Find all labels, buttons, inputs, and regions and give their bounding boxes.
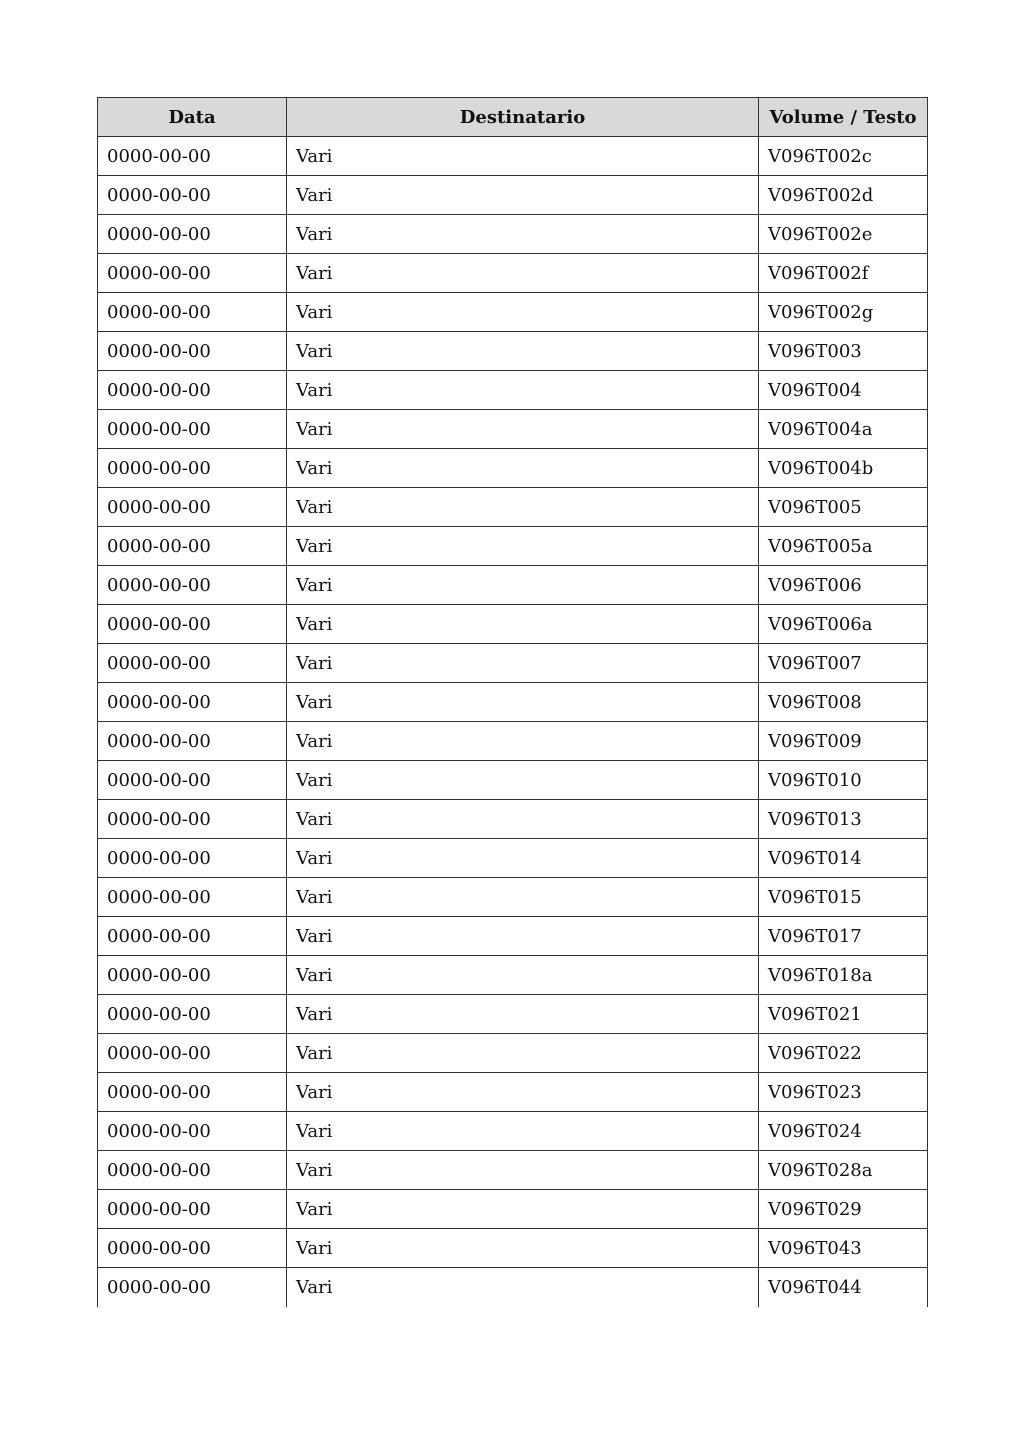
cell-destinatario: Vari (287, 1073, 759, 1112)
cell-destinatario: Vari (287, 527, 759, 566)
cell-destinatario: Vari (287, 371, 759, 410)
cell-data: 0000-00-00 (98, 449, 287, 488)
cell-destinatario: Vari (287, 1034, 759, 1073)
table-row (98, 917, 928, 956)
cell-volume-testo: V096T002e (759, 215, 928, 254)
records-table (97, 97, 928, 1307)
cell-volume-testo: V096T004 (759, 371, 928, 410)
cell-data: 0000-00-00 (98, 293, 287, 332)
cell-destinatario: Vari (287, 917, 759, 956)
cell-data: 0000-00-00 (98, 1268, 287, 1307)
cell-volume-testo: V096T013 (759, 800, 928, 839)
cell-data: 0000-00-00 (98, 1034, 287, 1073)
table-row (98, 644, 928, 683)
cell-destinatario: Vari (287, 995, 759, 1034)
cell-volume-testo: V096T002d (759, 176, 928, 215)
cell-data: 0000-00-00 (98, 1151, 287, 1190)
cell-destinatario: Vari (287, 605, 759, 644)
cell-destinatario: Vari (287, 761, 759, 800)
cell-volume-testo: V096T006 (759, 566, 928, 605)
cell-volume-testo: V096T043 (759, 1229, 928, 1268)
cell-volume-testo: V096T004a (759, 410, 928, 449)
cell-destinatario: Vari (287, 488, 759, 527)
cell-data: 0000-00-00 (98, 176, 287, 215)
cell-volume-testo: V096T002c (759, 137, 928, 176)
cell-data: 0000-00-00 (98, 995, 287, 1034)
table-row (98, 1073, 928, 1112)
table-row (98, 1190, 928, 1229)
cell-data: 0000-00-00 (98, 410, 287, 449)
table-row (98, 1268, 928, 1307)
cell-destinatario: Vari (287, 683, 759, 722)
cell-destinatario: Vari (287, 332, 759, 371)
table-row (98, 410, 928, 449)
cell-volume-testo: V096T015 (759, 878, 928, 917)
cell-data: 0000-00-00 (98, 137, 287, 176)
table-row (98, 995, 928, 1034)
cell-volume-testo: V096T007 (759, 644, 928, 683)
table-row (98, 527, 928, 566)
cell-destinatario: Vari (287, 293, 759, 332)
cell-data: 0000-00-00 (98, 566, 287, 605)
cell-destinatario: Vari (287, 1151, 759, 1190)
table-row (98, 254, 928, 293)
cell-data: 0000-00-00 (98, 761, 287, 800)
cell-volume-testo: V096T028a (759, 1151, 928, 1190)
cell-volume-testo: V096T017 (759, 917, 928, 956)
table-row (98, 371, 928, 410)
table-row (98, 1151, 928, 1190)
cell-volume-testo: V096T004b (759, 449, 928, 488)
cell-data: 0000-00-00 (98, 527, 287, 566)
cell-data: 0000-00-00 (98, 1073, 287, 1112)
cell-volume-testo: V096T023 (759, 1073, 928, 1112)
cell-destinatario: Vari (287, 176, 759, 215)
cell-volume-testo: V096T008 (759, 683, 928, 722)
cell-data: 0000-00-00 (98, 683, 287, 722)
cell-volume-testo: V096T002f (759, 254, 928, 293)
cell-destinatario: Vari (287, 644, 759, 683)
cell-data: 0000-00-00 (98, 371, 287, 410)
cell-volume-testo: V096T009 (759, 722, 928, 761)
cell-volume-testo: V096T024 (759, 1112, 928, 1151)
table-row (98, 1034, 928, 1073)
table-row (98, 137, 928, 176)
column-header-destinatario: Destinatario (287, 98, 759, 137)
cell-destinatario: Vari (287, 1268, 759, 1307)
cell-data: 0000-00-00 (98, 1112, 287, 1151)
cell-data: 0000-00-00 (98, 800, 287, 839)
cell-volume-testo: V096T021 (759, 995, 928, 1034)
table-row (98, 722, 928, 761)
table-row (98, 176, 928, 215)
cell-volume-testo: V096T022 (759, 1034, 928, 1073)
cell-volume-testo: V096T002g (759, 293, 928, 332)
table-row (98, 1229, 928, 1268)
cell-data: 0000-00-00 (98, 644, 287, 683)
cell-data: 0000-00-00 (98, 332, 287, 371)
cell-destinatario: Vari (287, 1229, 759, 1268)
cell-destinatario: Vari (287, 410, 759, 449)
cell-data: 0000-00-00 (98, 605, 287, 644)
cell-destinatario: Vari (287, 722, 759, 761)
cell-data: 0000-00-00 (98, 254, 287, 293)
cell-destinatario: Vari (287, 254, 759, 293)
header-row (98, 98, 928, 137)
column-header-volume-testo: Volume / Testo (759, 98, 928, 137)
cell-volume-testo: V096T044 (759, 1268, 928, 1307)
cell-destinatario: Vari (287, 878, 759, 917)
table-row (98, 956, 928, 995)
column-header-data: Data (98, 98, 287, 137)
cell-data: 0000-00-00 (98, 722, 287, 761)
cell-volume-testo: V096T005a (759, 527, 928, 566)
table-row (98, 800, 928, 839)
cell-data: 0000-00-00 (98, 878, 287, 917)
cell-data: 0000-00-00 (98, 839, 287, 878)
cell-volume-testo: V096T018a (759, 956, 928, 995)
table-row (98, 449, 928, 488)
table-row (98, 605, 928, 644)
cell-volume-testo: V096T003 (759, 332, 928, 371)
table-row (98, 878, 928, 917)
table-header (98, 98, 928, 137)
table-row (98, 839, 928, 878)
table-row (98, 332, 928, 371)
cell-destinatario: Vari (287, 215, 759, 254)
table-body (98, 137, 928, 1307)
table-row (98, 683, 928, 722)
cell-volume-testo: V096T005 (759, 488, 928, 527)
cell-volume-testo: V096T014 (759, 839, 928, 878)
cell-data: 0000-00-00 (98, 488, 287, 527)
cell-data: 0000-00-00 (98, 1229, 287, 1268)
cell-destinatario: Vari (287, 1112, 759, 1151)
cell-data: 0000-00-00 (98, 917, 287, 956)
cell-destinatario: Vari (287, 1190, 759, 1229)
cell-data: 0000-00-00 (98, 1190, 287, 1229)
cell-volume-testo: V096T029 (759, 1190, 928, 1229)
cell-data: 0000-00-00 (98, 215, 287, 254)
table-row (98, 761, 928, 800)
cell-volume-testo: V096T010 (759, 761, 928, 800)
cell-destinatario: Vari (287, 839, 759, 878)
cell-destinatario: Vari (287, 800, 759, 839)
table-row (98, 488, 928, 527)
cell-data: 0000-00-00 (98, 956, 287, 995)
cell-destinatario: Vari (287, 137, 759, 176)
table-row (98, 293, 928, 332)
cell-destinatario: Vari (287, 956, 759, 995)
table-row (98, 566, 928, 605)
cell-destinatario: Vari (287, 449, 759, 488)
cell-volume-testo: V096T006a (759, 605, 928, 644)
table-row (98, 215, 928, 254)
table-row (98, 1112, 928, 1151)
cell-destinatario: Vari (287, 566, 759, 605)
